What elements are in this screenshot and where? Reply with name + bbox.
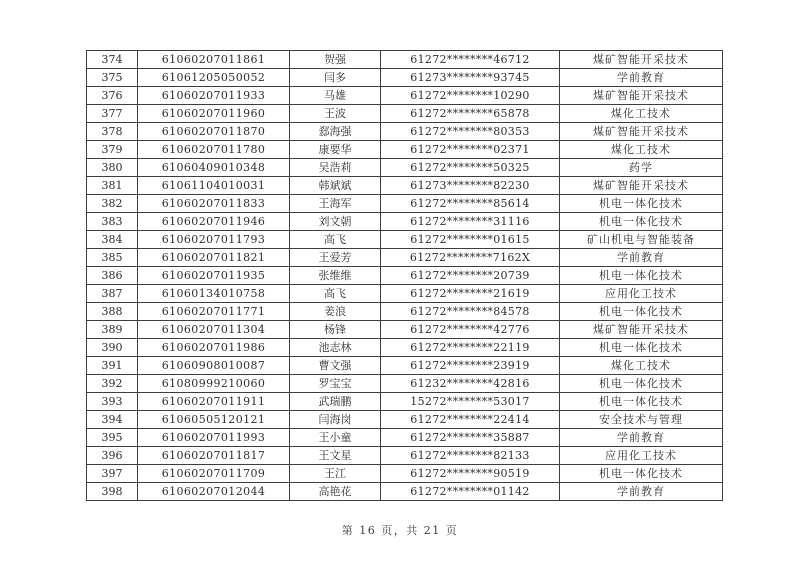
- cell-major: 学前教育: [560, 249, 723, 267]
- cell-row-number: 388: [87, 303, 138, 321]
- cell-row-number: 380: [87, 159, 138, 177]
- cell-candidate-number: 61060207011986: [138, 339, 290, 357]
- cell-name: 高艳花: [290, 483, 381, 501]
- cell-row-number: 385: [87, 249, 138, 267]
- cell-name: 马雄: [290, 87, 381, 105]
- cell-candidate-number: 61060207011817: [138, 447, 290, 465]
- cell-candidate-number: 61060207011960: [138, 105, 290, 123]
- cell-id-number-masked: 61272********42776: [381, 321, 560, 339]
- cell-candidate-number: 61060207011993: [138, 429, 290, 447]
- cell-name: 王江: [290, 465, 381, 483]
- cell-candidate-number: 61060207011771: [138, 303, 290, 321]
- table-row: [87, 195, 723, 213]
- cell-major: 机电一体化技术: [560, 465, 723, 483]
- cell-id-number-masked: 61272********65878: [381, 105, 560, 123]
- cell-name: 康要华: [290, 141, 381, 159]
- cell-candidate-number: 61080999210060: [138, 375, 290, 393]
- cell-id-number-masked: 61232********42816: [381, 375, 560, 393]
- table-row: [87, 249, 723, 267]
- table-row: [87, 339, 723, 357]
- table-body: [87, 51, 723, 501]
- table-row: [87, 411, 723, 429]
- cell-id-number-masked: 61272********22119: [381, 339, 560, 357]
- cell-id-number-masked: 61272********01615: [381, 231, 560, 249]
- table-row: [87, 303, 723, 321]
- cell-major: 机电一体化技术: [560, 213, 723, 231]
- cell-row-number: 389: [87, 321, 138, 339]
- table-row: [87, 429, 723, 447]
- cell-candidate-number: 61060207011780: [138, 141, 290, 159]
- cell-id-number-masked: 61272********20739: [381, 267, 560, 285]
- cell-candidate-number: 61060207011793: [138, 231, 290, 249]
- cell-name: 姜浪: [290, 303, 381, 321]
- cell-name: 张维维: [290, 267, 381, 285]
- table-row: [87, 105, 723, 123]
- cell-row-number: 381: [87, 177, 138, 195]
- cell-name: 王小童: [290, 429, 381, 447]
- table-row: [87, 357, 723, 375]
- cell-name: 闫多: [290, 69, 381, 87]
- table-row: [87, 393, 723, 411]
- table-row: [87, 447, 723, 465]
- cell-name: 贺强: [290, 51, 381, 69]
- table-row: [87, 141, 723, 159]
- cell-id-number-masked: 61272********10290: [381, 87, 560, 105]
- cell-row-number: 377: [87, 105, 138, 123]
- cell-candidate-number: 61060505120121: [138, 411, 290, 429]
- cell-major: 应用化工技术: [560, 285, 723, 303]
- cell-major: 煤矿智能开采技术: [560, 123, 723, 141]
- cell-major: 学前教育: [560, 429, 723, 447]
- cell-id-number-masked: 61273********93745: [381, 69, 560, 87]
- table-row: [87, 87, 723, 105]
- cell-row-number: 395: [87, 429, 138, 447]
- cell-name: 杨锋: [290, 321, 381, 339]
- cell-major: 应用化工技术: [560, 447, 723, 465]
- cell-name: 吴浩莉: [290, 159, 381, 177]
- cell-name: 王文星: [290, 447, 381, 465]
- cell-major: 学前教育: [560, 69, 723, 87]
- table-row: [87, 231, 723, 249]
- cell-name: 曹文强: [290, 357, 381, 375]
- cell-candidate-number: 61060409010348: [138, 159, 290, 177]
- cell-row-number: 396: [87, 447, 138, 465]
- cell-id-number-masked: 61272********46712: [381, 51, 560, 69]
- cell-name: 王海军: [290, 195, 381, 213]
- cell-name: 罗宝宝: [290, 375, 381, 393]
- cell-candidate-number: 61060207011935: [138, 267, 290, 285]
- cell-candidate-number: 61060207011870: [138, 123, 290, 141]
- cell-candidate-number: 61061104010031: [138, 177, 290, 195]
- cell-name: 池志林: [290, 339, 381, 357]
- cell-id-number-masked: 61272********31116: [381, 213, 560, 231]
- admission-roster-table: [86, 50, 723, 501]
- cell-name: 王波: [290, 105, 381, 123]
- cell-candidate-number: 61060207011911: [138, 393, 290, 411]
- cell-row-number: 383: [87, 213, 138, 231]
- cell-candidate-number: 61060207011933: [138, 87, 290, 105]
- cell-id-number-masked: 61272********7162X: [381, 249, 560, 267]
- cell-name: 刘文朝: [290, 213, 381, 231]
- cell-id-number-masked: 61272********01142: [381, 483, 560, 501]
- cell-row-number: 382: [87, 195, 138, 213]
- page-number-indicator: 第 16 页，共 21 页: [341, 524, 459, 537]
- cell-candidate-number: 61060207011821: [138, 249, 290, 267]
- cell-row-number: 394: [87, 411, 138, 429]
- cell-major: 煤化工技术: [560, 105, 723, 123]
- cell-row-number: 386: [87, 267, 138, 285]
- cell-id-number-masked: 61272********90519: [381, 465, 560, 483]
- cell-id-number-masked: 61272********22414: [381, 411, 560, 429]
- cell-major: 机电一体化技术: [560, 267, 723, 285]
- cell-row-number: 379: [87, 141, 138, 159]
- cell-row-number: 391: [87, 357, 138, 375]
- cell-name: 闫海岗: [290, 411, 381, 429]
- cell-major: 煤矿智能开采技术: [560, 321, 723, 339]
- cell-major: 煤化工技术: [560, 357, 723, 375]
- cell-candidate-number: 61060207011946: [138, 213, 290, 231]
- cell-candidate-number: 61060207011861: [138, 51, 290, 69]
- table-row: [87, 465, 723, 483]
- cell-candidate-number: 61060207011833: [138, 195, 290, 213]
- table-row: [87, 69, 723, 87]
- cell-major: 煤矿智能开采技术: [560, 87, 723, 105]
- cell-candidate-number: 61060207011709: [138, 465, 290, 483]
- table-row: [87, 267, 723, 285]
- cell-id-number-masked: 61273********82230: [381, 177, 560, 195]
- cell-id-number-masked: 61272********82133: [381, 447, 560, 465]
- cell-major: 学前教育: [560, 483, 723, 501]
- cell-candidate-number: 61061205050052: [138, 69, 290, 87]
- cell-major: 药学: [560, 159, 723, 177]
- cell-major: 机电一体化技术: [560, 303, 723, 321]
- cell-row-number: 398: [87, 483, 138, 501]
- cell-major: 机电一体化技术: [560, 195, 723, 213]
- cell-major: 安全技术与管理: [560, 411, 723, 429]
- cell-major: 机电一体化技术: [560, 375, 723, 393]
- cell-name: 韩斌斌: [290, 177, 381, 195]
- cell-major: 煤化工技术: [560, 141, 723, 159]
- cell-major: 机电一体化技术: [560, 339, 723, 357]
- cell-row-number: 397: [87, 465, 138, 483]
- cell-id-number-masked: 61272********23919: [381, 357, 560, 375]
- cell-row-number: 384: [87, 231, 138, 249]
- cell-id-number-masked: 15272********53017: [381, 393, 560, 411]
- cell-candidate-number: 61060207011304: [138, 321, 290, 339]
- cell-id-number-masked: 61272********85614: [381, 195, 560, 213]
- cell-major: 煤矿智能开采技术: [560, 177, 723, 195]
- cell-candidate-number: 61060908010087: [138, 357, 290, 375]
- cell-row-number: 375: [87, 69, 138, 87]
- cell-major: 煤矿智能开采技术: [560, 51, 723, 69]
- cell-name: 王爱芳: [290, 249, 381, 267]
- cell-row-number: 374: [87, 51, 138, 69]
- cell-id-number-masked: 61272********02371: [381, 141, 560, 159]
- cell-row-number: 392: [87, 375, 138, 393]
- cell-major: 矿山机电与智能装备: [560, 231, 723, 249]
- table-row: [87, 483, 723, 501]
- cell-name: 武瑞鹏: [290, 393, 381, 411]
- cell-id-number-masked: 61272********50325: [381, 159, 560, 177]
- table-row: [87, 285, 723, 303]
- cell-row-number: 393: [87, 393, 138, 411]
- table-row: [87, 375, 723, 393]
- table-row: [87, 213, 723, 231]
- table-row: [87, 123, 723, 141]
- cell-id-number-masked: 61272********21619: [381, 285, 560, 303]
- table-row: [87, 177, 723, 195]
- cell-name: 高飞: [290, 285, 381, 303]
- cell-name: 郄海强: [290, 123, 381, 141]
- cell-major: 机电一体化技术: [560, 393, 723, 411]
- cell-candidate-number: 61060207012044: [138, 483, 290, 501]
- cell-row-number: 387: [87, 285, 138, 303]
- cell-id-number-masked: 61272********84578: [381, 303, 560, 321]
- cell-name: 高飞: [290, 231, 381, 249]
- cell-id-number-masked: 61272********80353: [381, 123, 560, 141]
- table-row: [87, 321, 723, 339]
- cell-row-number: 376: [87, 87, 138, 105]
- cell-row-number: 390: [87, 339, 138, 357]
- cell-candidate-number: 61060134010758: [138, 285, 290, 303]
- table-row: [87, 159, 723, 177]
- cell-id-number-masked: 61272********35887: [381, 429, 560, 447]
- cell-row-number: 378: [87, 123, 138, 141]
- table-row: [87, 51, 723, 69]
